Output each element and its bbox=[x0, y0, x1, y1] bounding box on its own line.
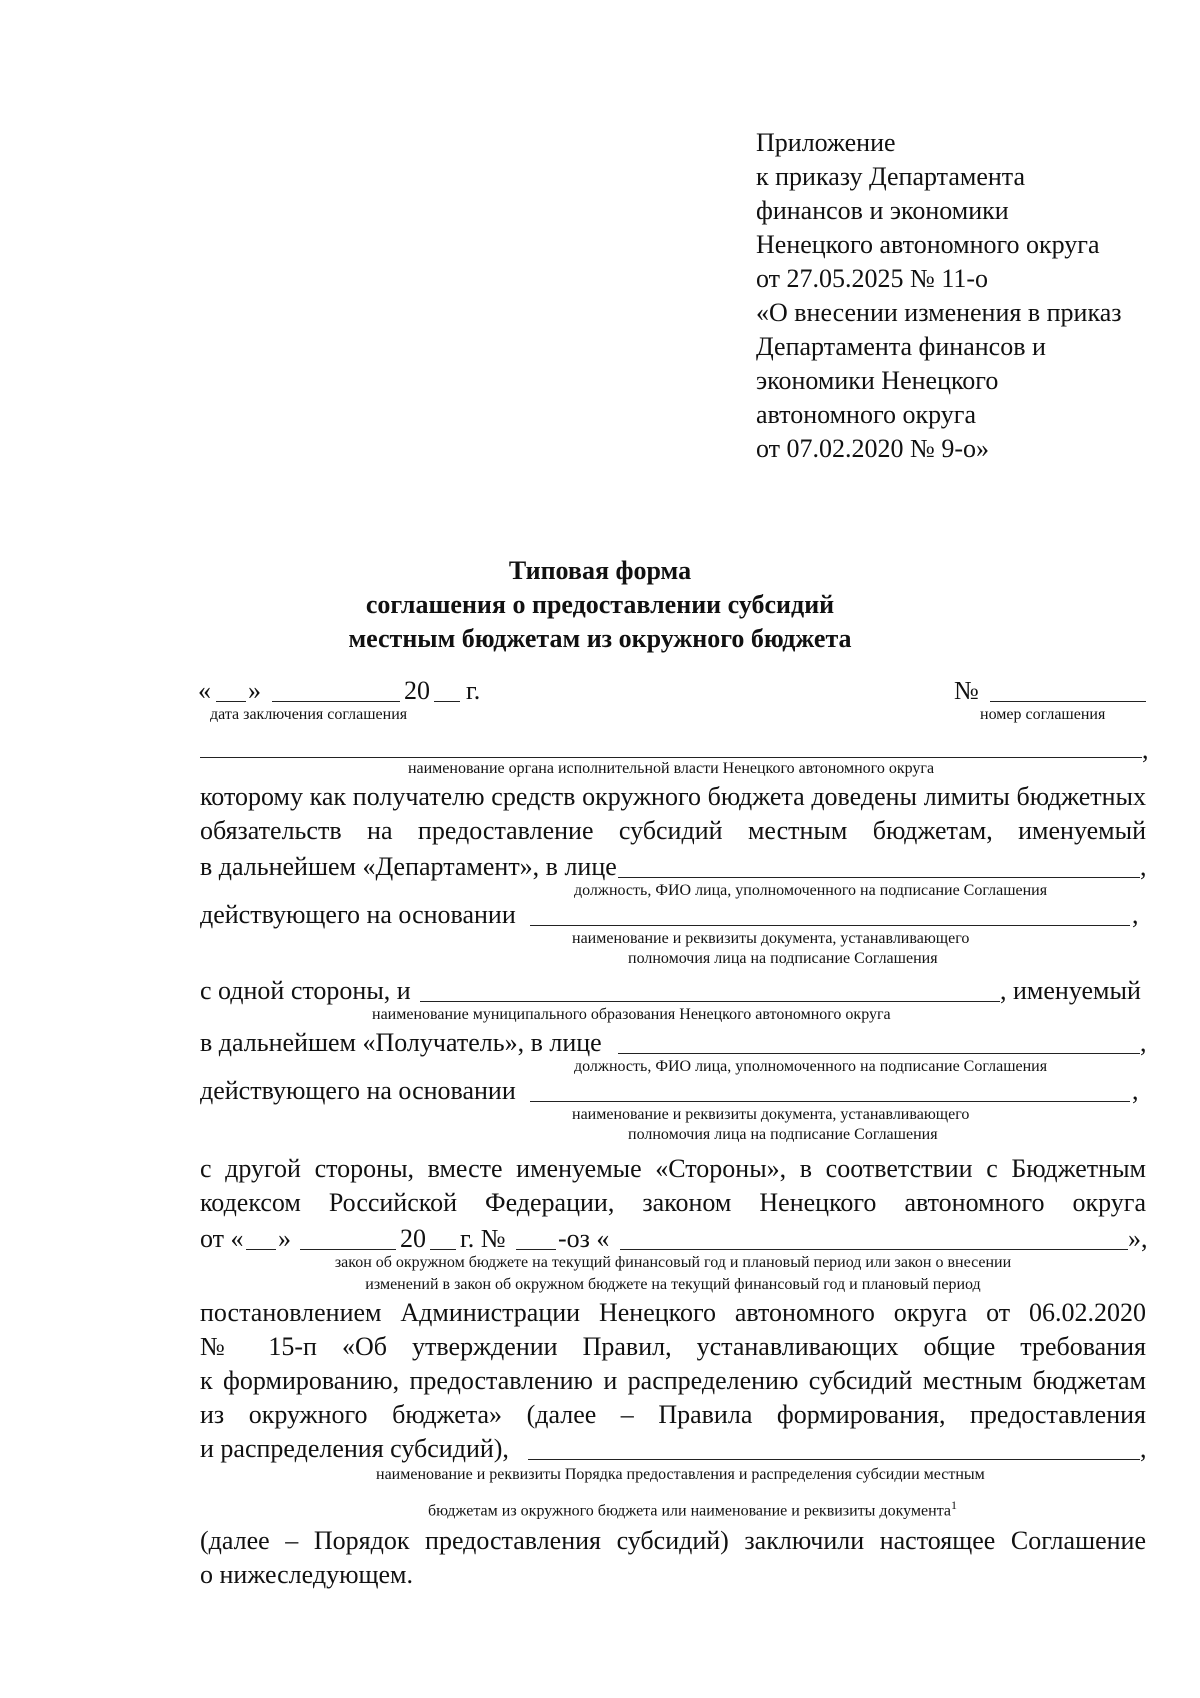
basis-caption: полномочия лица на подписание Соглашения bbox=[628, 950, 938, 967]
department-official-field[interactable] bbox=[618, 877, 1140, 878]
footnote-mark: 1 bbox=[950, 1498, 957, 1512]
appendix-line: от 27.05.2025 № 11-о bbox=[756, 264, 989, 293]
paragraph-line: и распределения субсидий), bbox=[200, 1434, 509, 1463]
year-suffix: г. bbox=[466, 676, 481, 705]
comma: , bbox=[1142, 735, 1149, 764]
date-open-quote: « bbox=[198, 676, 211, 705]
paragraph-line: в дальнейшем «Департамент», в лице bbox=[200, 852, 617, 881]
date-close-quote: » bbox=[248, 676, 261, 705]
law-year-prefix: 20 bbox=[400, 1224, 426, 1253]
law-month-field[interactable] bbox=[300, 1249, 396, 1250]
day-field[interactable] bbox=[216, 701, 246, 702]
side-one-after: , именуемый bbox=[1000, 976, 1141, 1005]
basis-caption: полномочия лица на подписание Соглашения bbox=[628, 1126, 938, 1143]
org-caption: наименование органа исполнительной власти Ненецкого автономного округа bbox=[407, 760, 935, 777]
appendix-line: автономного округа bbox=[756, 400, 976, 429]
appendix-line: Ненецкого автономного округа bbox=[756, 230, 1100, 259]
paragraph-line: № 15-п «Об утверждении Правил, устанавливающих общие требования bbox=[200, 1332, 1146, 1361]
basis-caption: наименование и реквизиты документа, устанавливающего bbox=[572, 1106, 970, 1123]
department-basis-field[interactable] bbox=[530, 925, 1130, 926]
year-prefix: 20 bbox=[404, 676, 430, 705]
appendix-line: Департамента финансов и bbox=[756, 332, 1046, 361]
law-close-quote: » bbox=[278, 1224, 291, 1253]
law-caption: закон об окружном бюджете на текущий финансовый год и плановый период или закон о внесении bbox=[334, 1254, 1012, 1271]
order-caption-text: бюджетам из окружного бюджета или наименование и реквизиты документа bbox=[428, 1502, 951, 1520]
recipient-basis-field[interactable] bbox=[530, 1101, 1130, 1102]
basis-label: действующего на основании bbox=[200, 1076, 516, 1105]
comma: , bbox=[1140, 1434, 1147, 1463]
law-number-field[interactable] bbox=[516, 1249, 556, 1250]
year-field[interactable] bbox=[434, 701, 460, 702]
law-from: от « bbox=[200, 1224, 244, 1253]
official-caption: должность, ФИО лица, уполномоченного на подписание Соглашения bbox=[574, 1058, 1048, 1075]
appendix-line: к приказу Департамента bbox=[756, 162, 1026, 191]
recipient-label: в дальнейшем «Получатель», в лице bbox=[200, 1028, 602, 1057]
paragraph-line: с другой стороны, вместе именуемые «Стороны», в соответствии с Бюджетным bbox=[200, 1154, 1146, 1183]
law-oz: -оз « bbox=[558, 1224, 610, 1253]
appendix-line: от 07.02.2020 № 9-о» bbox=[756, 434, 989, 463]
law-g-no: г. № bbox=[460, 1224, 506, 1253]
basis-label: действующего на основании bbox=[200, 900, 516, 929]
official-caption: должность, ФИО лица, уполномоченного на подписание Соглашения bbox=[574, 882, 1048, 899]
paragraph-line: постановлением Администрации Ненецкого автономного округа от 06.02.2020 bbox=[200, 1298, 1146, 1327]
document-title bbox=[0, 554, 1200, 656]
comma: , bbox=[1132, 900, 1139, 929]
appendix-line: экономики Ненецкого bbox=[756, 366, 999, 395]
appendix-line: финансов и экономики bbox=[756, 196, 1009, 225]
paragraph-line: к формированию, предоставлению и распределению субсидий местным бюджетам bbox=[200, 1366, 1146, 1395]
title-line-1: Типовая форма bbox=[508, 556, 692, 585]
paragraph-line: (далее – Порядок предоставления субсидий) заключили настоящее Соглашение bbox=[200, 1526, 1146, 1555]
number-sign: № bbox=[954, 676, 979, 705]
law-day-field[interactable] bbox=[246, 1249, 276, 1250]
agreement-number-field[interactable] bbox=[990, 701, 1146, 702]
appendix-block bbox=[756, 126, 1122, 466]
law-end: », bbox=[1128, 1224, 1148, 1253]
paragraph-line: обязательств на предоставление субсидий местным бюджетам, именуемый bbox=[200, 816, 1146, 845]
basis-caption: наименование и реквизиты документа, устанавливающего bbox=[572, 930, 970, 947]
number-caption: номер соглашения bbox=[980, 706, 1106, 723]
recipient-official-field[interactable] bbox=[618, 1053, 1140, 1054]
paragraph-line: кодексом Российской Федерации, законом Ненецкого автономного округа bbox=[200, 1188, 1146, 1217]
month-field[interactable] bbox=[272, 701, 400, 702]
title-line-2: соглашения о предоставлении субсидий bbox=[365, 590, 835, 619]
paragraph-line: о нижеследующем. bbox=[200, 1560, 414, 1589]
side-one-label: с одной стороны, и bbox=[200, 976, 411, 1005]
date-caption: дата заключения соглашения bbox=[210, 706, 408, 723]
order-field[interactable] bbox=[528, 1459, 1140, 1460]
comma: , bbox=[1140, 852, 1147, 881]
law-title-field[interactable] bbox=[620, 1249, 1128, 1250]
paragraph-line: из окружного бюджета» (далее – Правила формирования, предоставления bbox=[200, 1400, 1146, 1429]
comma: , bbox=[1140, 1028, 1147, 1057]
paragraph-line: которому как получателю средств окружного бюджета доведены лимиты бюджетных bbox=[200, 782, 1146, 811]
title-line-3: местным бюджетам из окружного бюджета bbox=[348, 624, 852, 653]
org-name-field[interactable] bbox=[200, 757, 1142, 758]
appendix-line: Приложение bbox=[756, 128, 896, 157]
order-caption: наименование и реквизиты Порядка предоставления и распределения субсидии местным bbox=[376, 1466, 985, 1483]
municipality-field[interactable] bbox=[420, 1001, 1000, 1002]
appendix-line: «О внесении изменения в приказ bbox=[756, 298, 1122, 327]
law-caption: изменений в закон об окружном бюджете на текущий финансовый год и плановый период bbox=[365, 1276, 981, 1293]
comma: , bbox=[1132, 1076, 1139, 1105]
order-caption bbox=[428, 1496, 957, 1520]
municipality-caption: наименование муниципального образования Ненецкого автономного округа bbox=[372, 1006, 891, 1023]
law-year-field[interactable] bbox=[430, 1249, 456, 1250]
